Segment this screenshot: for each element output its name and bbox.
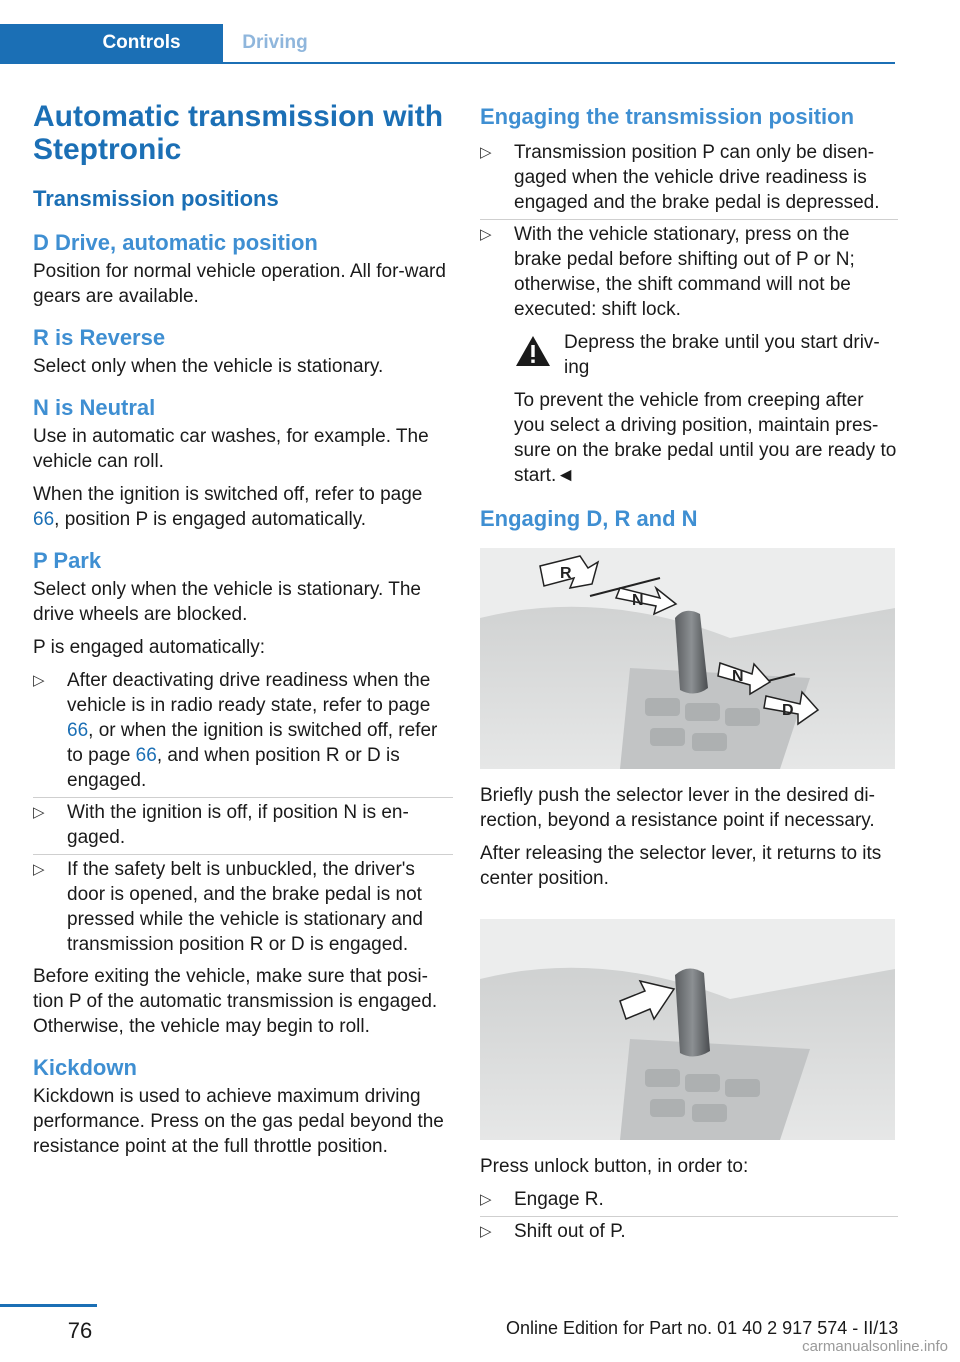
- engage-heading: Engaging the transmission position: [480, 104, 855, 129]
- page-link-66[interactable]: 66: [33, 509, 55, 530]
- unlock-text: Press unlock button, in order to:: [480, 1156, 749, 1177]
- n-neutral-heading: N is Neutral: [33, 395, 156, 420]
- label-r: R: [560, 565, 572, 582]
- label-n-top: N: [632, 592, 644, 609]
- section-title-positions: Transmission positions: [33, 186, 279, 211]
- d-drive-heading: D Drive, automatic position: [33, 230, 318, 255]
- push-text: Briefly push the selector lever in the desired di-rection, beyond a resistance point if necessary.: [480, 785, 875, 831]
- arrow-bullet-icon: ▷: [480, 1223, 492, 1240]
- list-item: ▷ With the ignition is off, if position N is en-gaged.: [33, 800, 453, 850]
- arrow-bullet-icon: ▷: [33, 861, 45, 878]
- drn-heading: Engaging D, R and N: [480, 506, 698, 531]
- tab-driving[interactable]: Driving: [242, 32, 308, 53]
- list-item: ▷ Shift out of P.: [480, 1221, 626, 1242]
- arrow-bullet-icon: ▷: [480, 144, 492, 161]
- kickdown-text: Kickdown is used to achieve maximum driving performance. Press on the gas pedal beyond the resistance point at the full throttle position.: [33, 1086, 444, 1157]
- engage-list: [480, 140, 898, 322]
- n-neutral-block: [33, 395, 453, 532]
- warning-note: [514, 330, 898, 380]
- d-drive-text: Position for normal vehicle operation. All for-ward gears are available.: [33, 261, 446, 307]
- p-park-block: [33, 548, 453, 1039]
- warning-triangle-icon: [514, 334, 552, 368]
- p-park-list: [33, 668, 453, 957]
- list-item: ▷ With the vehicle stationary, press on the brake pedal before shifting out of P or N; otherwise, the shift command will not be executed: shift lock.: [480, 224, 855, 320]
- unlock-list: [480, 1187, 898, 1244]
- selector-lever-image: [480, 548, 895, 769]
- n-neutral-ignition-text: When the ignition is switched off, refer to page 66, position P is engaged automatically.: [33, 484, 423, 530]
- selector-lever-directions-illustration: [480, 548, 895, 769]
- exit-text: Before exiting the vehicle, make sure that posi-tion P of the automatic transmission is engaged. Otherwise, the vehicle may begin to roll.: [33, 966, 438, 1037]
- p-park-text: Select only when the vehicle is stationary. The drive wheels are blocked.: [33, 579, 421, 625]
- page-link-66[interactable]: 66: [135, 745, 157, 766]
- unlock-button-image: [480, 919, 895, 1140]
- warning-text: Depress the brake until you start driv-ing: [564, 332, 880, 378]
- unlock-button-illustration: [480, 919, 895, 1140]
- header-tabbar: [0, 24, 895, 64]
- arrow-bullet-icon: ▷: [33, 804, 45, 821]
- label-n-bottom: N: [732, 668, 744, 685]
- label-d: D: [782, 702, 794, 719]
- edition-text: Online Edition for Part no. 01 40 2 917 574 - II/13: [506, 1318, 899, 1338]
- d-drive-block: [33, 230, 453, 309]
- arrow-bullet-icon: ▷: [33, 672, 45, 689]
- watermark: carmanualsonline.info: [802, 1338, 948, 1355]
- p-park-auto-text: P is engaged automatically:: [33, 637, 266, 658]
- list-item: ▷ After deactivating drive readiness when the vehicle is in radio ready state, refer to page 66, or when the ignition is switched off, refer to page 66, and when position R or D is engaged.: [33, 668, 453, 793]
- arrow-bullet-icon: ▷: [480, 226, 492, 243]
- page-title: Automatic transmission with Steptronic: [33, 100, 444, 166]
- creep-text: To prevent the vehicle from creeping after you select a driving position, maintain pres-sure on the brake pedal until you are ready to start.◄: [514, 390, 897, 486]
- list-item: ▷ Engage R.: [480, 1187, 898, 1212]
- list-item: ▷ Transmission position P can only be disen-gaged when the vehicle drive readiness is engaged and the brake pedal is depressed.: [480, 140, 898, 215]
- r-reverse-text: Select only when the vehicle is stationary.: [33, 356, 384, 377]
- r-reverse-block: [33, 325, 453, 379]
- page-number: 76: [67, 1318, 93, 1343]
- tab-controls[interactable]: Controls: [0, 24, 223, 62]
- right-column: [480, 104, 898, 1251]
- release-text: After releasing the selector lever, it returns to its center position.: [480, 843, 882, 889]
- n-neutral-text: Use in automatic car washes, for example. The vehicle can roll.: [33, 426, 429, 472]
- left-column: [33, 100, 453, 1175]
- arrow-bullet-icon: ▷: [480, 1191, 492, 1208]
- p-park-heading: P Park: [33, 548, 102, 573]
- kickdown-heading: Kickdown: [33, 1055, 137, 1080]
- r-reverse-heading: R is Reverse: [33, 325, 166, 350]
- kickdown-block: [33, 1055, 453, 1159]
- footer-accent-line: [0, 1304, 97, 1307]
- list-item: ▷ If the safety belt is unbuckled, the driver's door is opened, and the brake pedal is not pressed while the vehicle is stationary and transmission position R or D is engaged.: [33, 859, 423, 955]
- page-link-66[interactable]: 66: [67, 720, 89, 741]
